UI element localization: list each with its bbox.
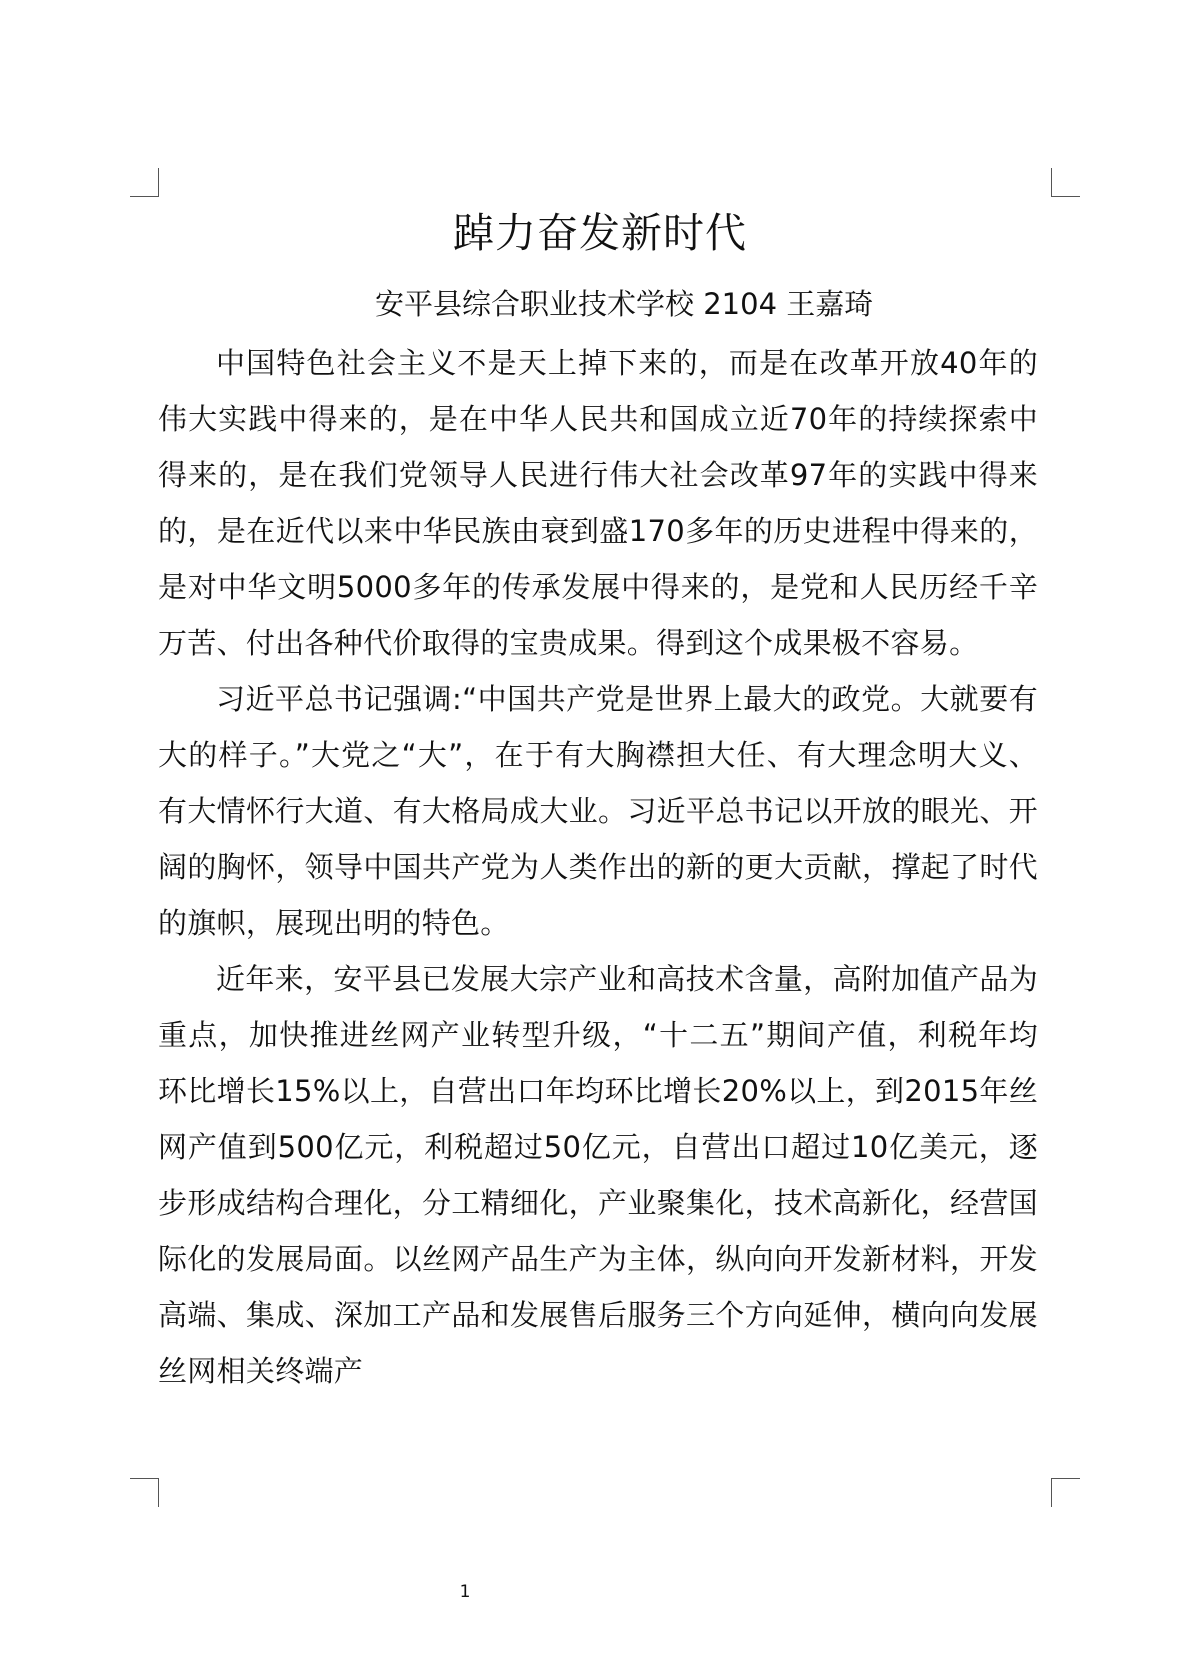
crop-mark-top-right	[1051, 168, 1080, 197]
crop-mark-top-left	[130, 168, 159, 197]
document-title: 踔力奋发新时代	[453, 209, 747, 257]
author-line: 安平县综合职业技术学校 2104 王嘉琦	[375, 287, 874, 321]
crop-mark-bottom-left	[130, 1478, 159, 1507]
paragraph: 习近平总书记强调:“中国共产党是世界上最大的政党。大就要有大的样子。”大党之“大”，在于有大胸襟担大任、有大理念明大义、有大情怀行大道、有大格局成大业。习近平总书记以开放的眼光、开阔的胸怀，领导中国共产党为人类作出的新的更大贡献，撑起了时代的旗帜，展现出明的特色。	[158, 682, 1038, 940]
paragraph: 中国特色社会主义不是天上掉下来的，而是在改革开放40年的伟大实践中得来的，是在中华人民共和国成立近70年的持续探索中得来的，是在我们党领导人民进行伟大社会改革97年的实践中得来的，是在近代以来中华民族由衰到盛170多年的历史进程中得来的，是对中华文明5000多年的传承发展中得来的，是党和人民历经千辛万苦、付出各种代价取得的宝贵成果。得到这个成果极不容易。	[158, 346, 1038, 660]
crop-mark-bottom-right	[1051, 1478, 1080, 1507]
document-body	[158, 335, 1038, 1399]
paragraph: 近年来，安平县已发展大宗产业和高技术含量，高附加值产品为重点，加快推进丝网产业转型升级，“十二五”期间产值，利税年均环比增长15%以上，自营出口年均环比增长20%以上，到2015年丝网产值到500亿元，利税超过50亿元，自营出口超过10亿美元，逐步形成结构合理化，分工精细化，产业聚集化，技术高新化，经营国际化的发展局面。以丝网产品生产为主体，纵向向开发新材料，开发高端、集成、深加工产品和发展售后服务三个方向延伸，横向向发展丝网相关终端产	[158, 962, 1038, 1388]
page-number: 1	[459, 1582, 471, 1602]
